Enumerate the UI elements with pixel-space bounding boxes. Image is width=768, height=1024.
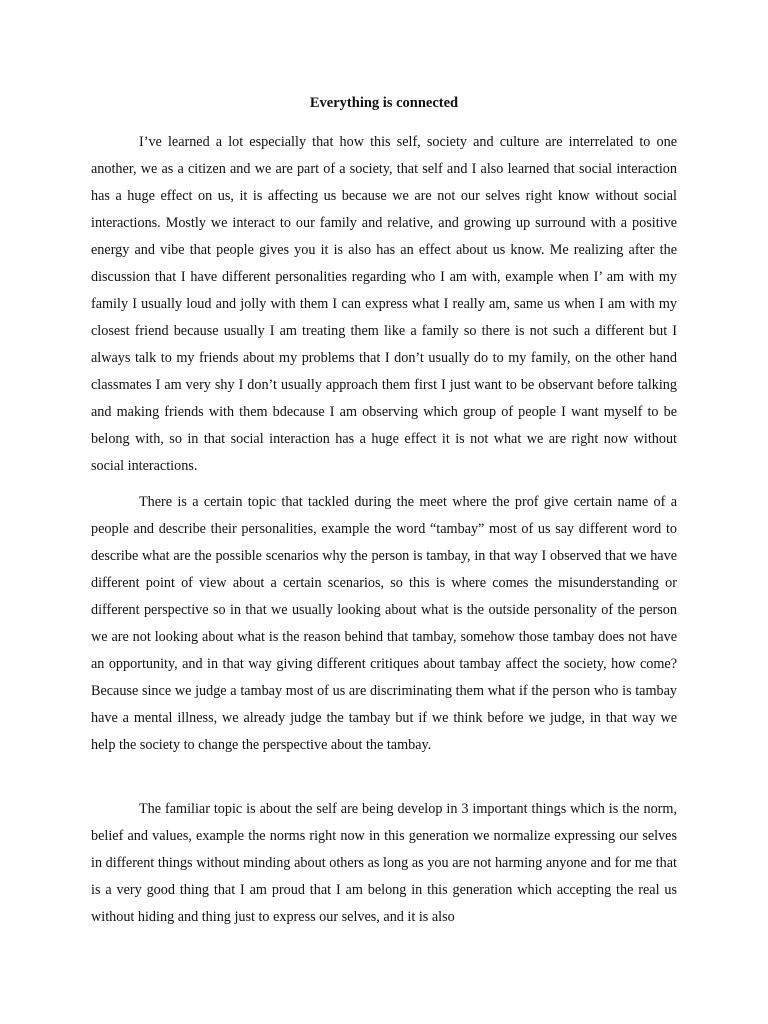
- paragraph-2: There is a certain topic that tackled during the meet where the prof give certain name of a people and describe their personalities, example the word “tambay” most of us say different word to describe what are the possible scenarios why the person is tambay, in that way I observed that we have different point of view about a certain scenarios, so this is where comes the misunderstanding or different perspective so in that we usually looking about what is the outside personality of the person we are not looking about what is the reason behind that tambay, somehow those tambay does not have an opportunity, and in that way giving different critiques about tambay affect the society, how come? Because since we judge a tambay most of us are discriminating them what if the person who is tambay have a mental illness, we already judge the tambay but if we think before we judge, in that way we help the society to change the perspective about the tambay.: [91, 494, 677, 753]
- paragraph-3: The familiar topic is about the self are being develop in 3 important things which is the norm, belief and values, example the norms right now in this generation we normalize expressing our selves in different things without minding about others as long as you are not harming anyone and for me that is a very good thing that I am proud that I am belong in this generation which accepting the real us without hiding and thing just to express our selves, and it is also: [91, 801, 677, 925]
- paragraph-1: I’ve learned a lot especially that how this self, society and culture are interrelated to one another, we as a citizen and we are part of a society, that self and I also learned that social interaction has a huge effect on us, it is affecting us because we are not our selves right know without social interactions. Mostly we interact to our family and relative, and growing up surround with a positive energy and vibe that people gives you it is also has an effect about us know. Me realizing after the discussion that I have different personalities regarding who I am with, example when I’ am with my family I usually loud and jolly with them I can express what I really am, same us when I am with my closest friend because usually I am treating them like a family so there is not such a different but I always talk to my friends about my problems that I don’t usually do to my family, on the other hand classmates I am very shy I don’t usually approach them first I just want to be observant before talking and making friends with them bdecause I am observing which group of people I want myself to be belong with, so in that social interaction has a huge effect it is not what we are right now without social interactions.: [91, 134, 677, 474]
- document-title: Everything is connected: [309, 95, 459, 111]
